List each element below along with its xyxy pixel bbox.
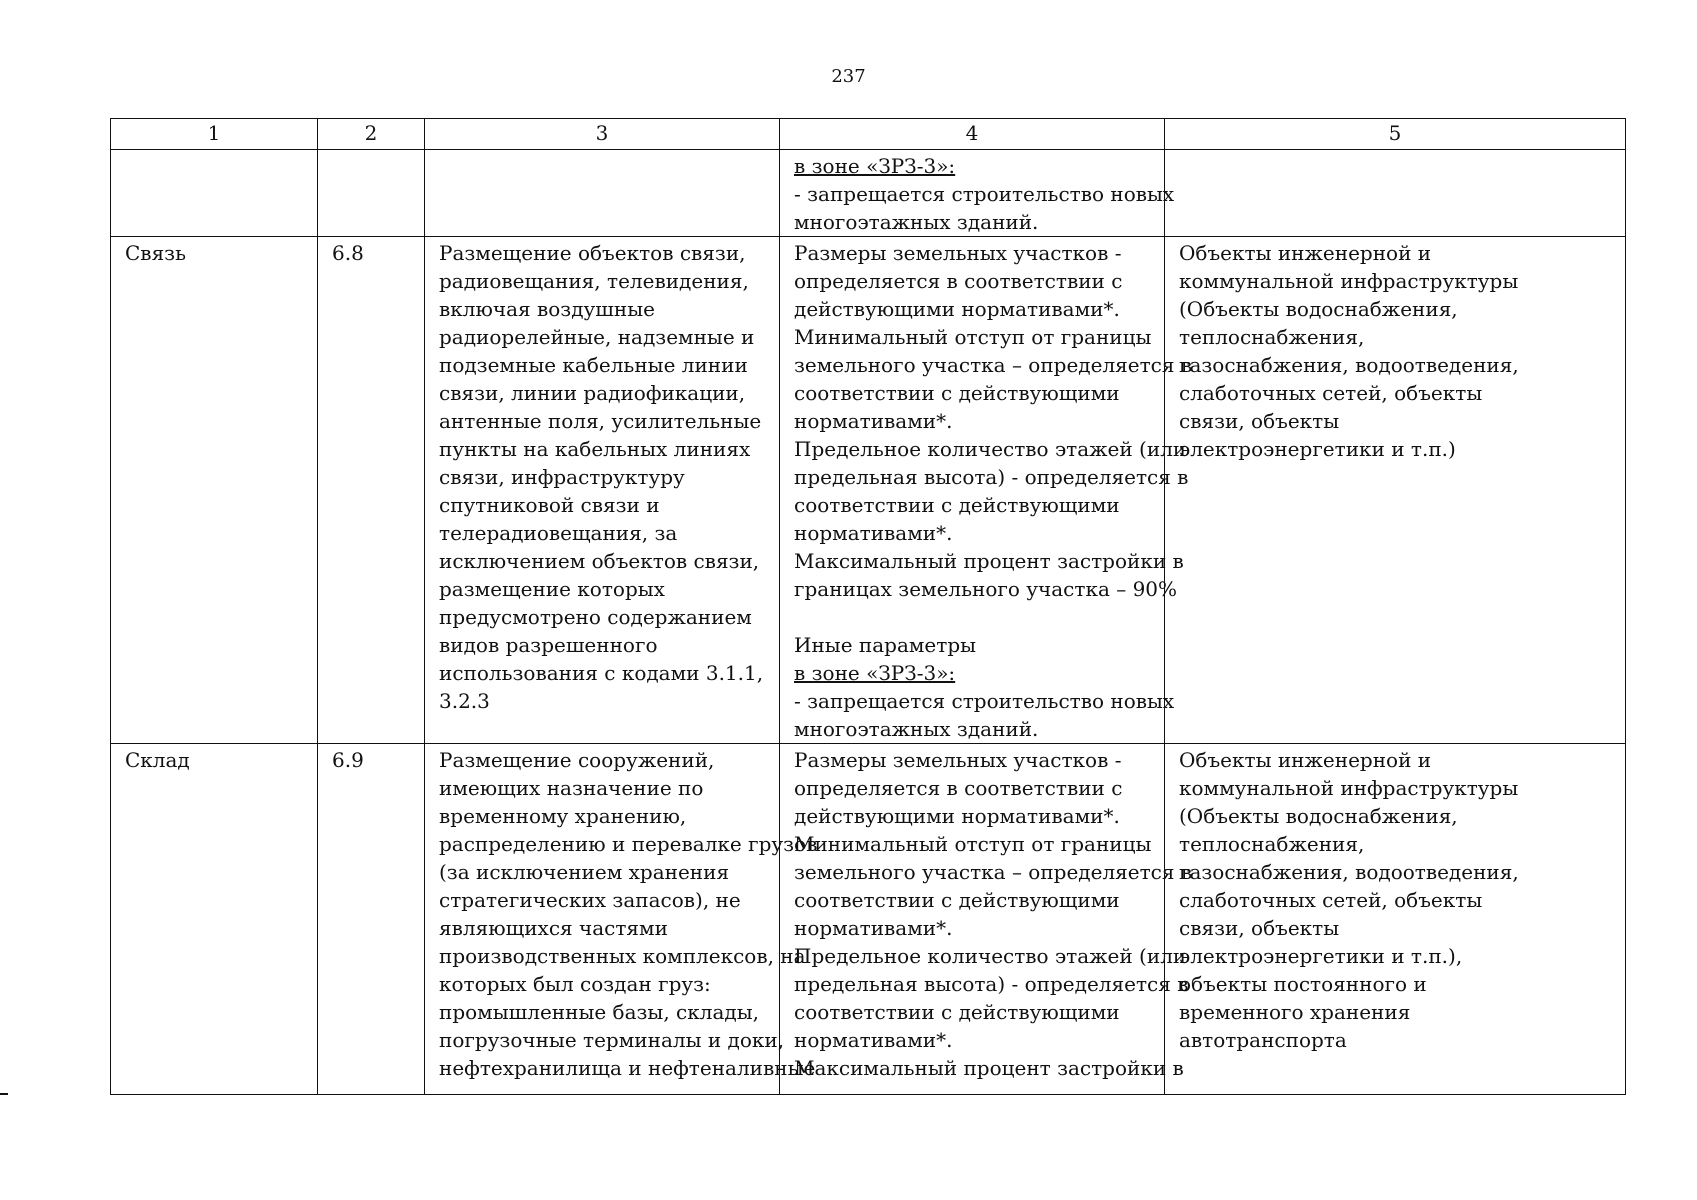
text-line: связи, инфраструктуру (439, 465, 685, 489)
text-line: действующими нормативами*. (794, 804, 1120, 828)
text-line: Минимальный отступ от границы (794, 832, 1152, 856)
text-line: Иные параметры (794, 633, 977, 657)
text-line: соответствии с действующими (794, 888, 1120, 912)
auxiliary-uses-cell (1165, 150, 1626, 237)
text-line: связи, линии радиофикации, (439, 381, 746, 405)
use-description-cell (425, 237, 780, 744)
text-line: - запрещается строительство новых (794, 689, 1175, 713)
text-line: временного хранения (1179, 1000, 1411, 1024)
text-line: подземные кабельные линии (439, 353, 748, 377)
text-line: Объекты инженерной и (1179, 748, 1432, 772)
text-line: 3.2.3 (439, 689, 490, 713)
text-line: электроэнергетики и т.п.), (1179, 944, 1463, 968)
text-line: Максимальный процент застройки в (794, 1056, 1184, 1080)
text-line: нормативами*. (794, 1028, 953, 1052)
text-line: коммунальной инфраструктуры (1179, 776, 1519, 800)
text-line: включая воздушные (439, 297, 655, 321)
text-line: пункты на кабельных линиях (439, 437, 751, 461)
text-line: исключением объектов связи, (439, 549, 760, 573)
use-description-cell (425, 744, 818, 1095)
table-row (111, 150, 1626, 237)
text-line: газоснабжения, водоотведения, (1179, 353, 1519, 377)
auxiliary-uses-cell (1165, 237, 1626, 744)
use-name-cell (111, 150, 318, 237)
text-line: земельного участка – определяется в (794, 860, 1193, 884)
text-line: (Объекты водоснабжения, (1179, 804, 1458, 828)
text-line: многоэтажных зданий. (794, 210, 1039, 234)
text-line: Предельное количество этажей (или (794, 437, 1187, 461)
text-line: имеющих назначение по (439, 776, 704, 800)
text-line: антенные поля, усилительные (439, 409, 762, 433)
header-col-5: 5 (1165, 119, 1626, 150)
text-line: промышленные базы, склады, (439, 1000, 759, 1024)
text-line: Максимальный процент застройки в (794, 549, 1184, 573)
text-line: размещение которых (439, 577, 665, 601)
text-line: Размеры земельных участков - (794, 241, 1122, 265)
text-line: телерадиовещания, за (439, 521, 678, 545)
text-line: земельного участка – определяется в (794, 353, 1193, 377)
text-line: коммунальной инфраструктуры (1179, 269, 1519, 293)
text-line: временному хранению, (439, 804, 687, 828)
header-col-2: 2 (318, 119, 425, 150)
table-row (111, 237, 1626, 744)
text-line: многоэтажных зданий. (794, 717, 1039, 741)
text-line: радиовещания, телевидения, (439, 269, 749, 293)
text-line: предельная высота) - определяется в (794, 972, 1189, 996)
parameters-cell (780, 744, 1193, 1095)
text-line: слаботочных сетей, объекты (1179, 888, 1483, 912)
use-code-cell: 6.9 (318, 744, 425, 1095)
text-line: действующими нормативами*. (794, 297, 1120, 321)
text-line: Размещение сооружений, (439, 748, 715, 772)
text-line: распределению и перевалке грузов (439, 832, 818, 856)
use-code-cell (318, 150, 425, 237)
text-line: погрузочные терминалы и доки, (439, 1028, 785, 1052)
use-description-cell (425, 150, 780, 237)
header-col-4: 4 (780, 119, 1165, 150)
text-line: соответствии с действующими (794, 1000, 1120, 1024)
text-line: связи, объекты (1179, 916, 1340, 940)
table-row (111, 744, 1626, 1095)
text-line: предельная высота) - определяется в (794, 465, 1189, 489)
text-line: видов разрешенного (439, 633, 658, 657)
text-line: электроэнергетики и т.п.) (1179, 437, 1456, 461)
text-line: соответствии с действующими (794, 493, 1120, 517)
text-line: нормативами*. (794, 521, 953, 545)
text-line: нефтехранилища и нефтеналивные (439, 1056, 816, 1080)
text-line: теплоснабжения, (1179, 325, 1365, 349)
text-line: спутниковой связи и (439, 493, 660, 517)
text-line: являющихся частями (439, 916, 668, 940)
text-line: нормативами*. (794, 409, 953, 433)
text-line: автотранспорта (1179, 1028, 1347, 1052)
text-line: границах земельного участка – 90% (794, 577, 1178, 601)
use-name-cell: Связь (111, 237, 318, 744)
text-line: в зоне «ЗРЗ-3»: (794, 154, 956, 178)
header-col-1: 1 (111, 119, 318, 150)
text-line: которых был создан груз: (439, 972, 711, 996)
text-line: объекты постоянного и (1179, 972, 1427, 996)
text-line: радиорелейные, надземные и (439, 325, 755, 349)
text-line: газоснабжения, водоотведения, (1179, 860, 1519, 884)
text-line: Размещение объектов связи, (439, 241, 746, 265)
use-name-cell: Склад (111, 744, 318, 1095)
blank-line (794, 603, 1150, 631)
margin-mark (0, 1093, 8, 1095)
text-line: - запрещается строительство новых (794, 182, 1175, 206)
text-line: соответствии с действующими (794, 381, 1120, 405)
text-line: определяется в соответствии с (794, 776, 1123, 800)
text-line: Предельное количество этажей (или (794, 944, 1187, 968)
text-line: определяется в соответствии с (794, 269, 1123, 293)
text-line: теплоснабжения, (1179, 832, 1365, 856)
table-header-row (111, 119, 1626, 150)
text-line: Минимальный отступ от границы (794, 325, 1152, 349)
parameters-cell (780, 150, 1175, 237)
zoning-table (110, 118, 1626, 1095)
use-code-cell: 6.8 (318, 237, 425, 744)
text-line: связи, объекты (1179, 409, 1340, 433)
auxiliary-uses-cell (1165, 744, 1626, 1095)
text-line: (за исключением хранения (439, 860, 730, 884)
text-line: Размеры земельных участков - (794, 748, 1122, 772)
text-line: Объекты инженерной и (1179, 241, 1432, 265)
text-line: стратегических запасов), не (439, 888, 741, 912)
page-number: 237 (831, 66, 866, 87)
text-line: слаботочных сетей, объекты (1179, 381, 1483, 405)
text-line: в зоне «ЗРЗ-3»: (794, 661, 956, 685)
text-line: нормативами*. (794, 916, 953, 940)
header-col-3: 3 (425, 119, 780, 150)
text-line: использования с кодами 3.1.1, (439, 661, 764, 685)
text-line: предусмотрено содержанием (439, 605, 752, 629)
text-line: (Объекты водоснабжения, (1179, 297, 1458, 321)
text-line: производственных комплексов, на (439, 944, 806, 968)
parameters-cell (780, 237, 1193, 744)
